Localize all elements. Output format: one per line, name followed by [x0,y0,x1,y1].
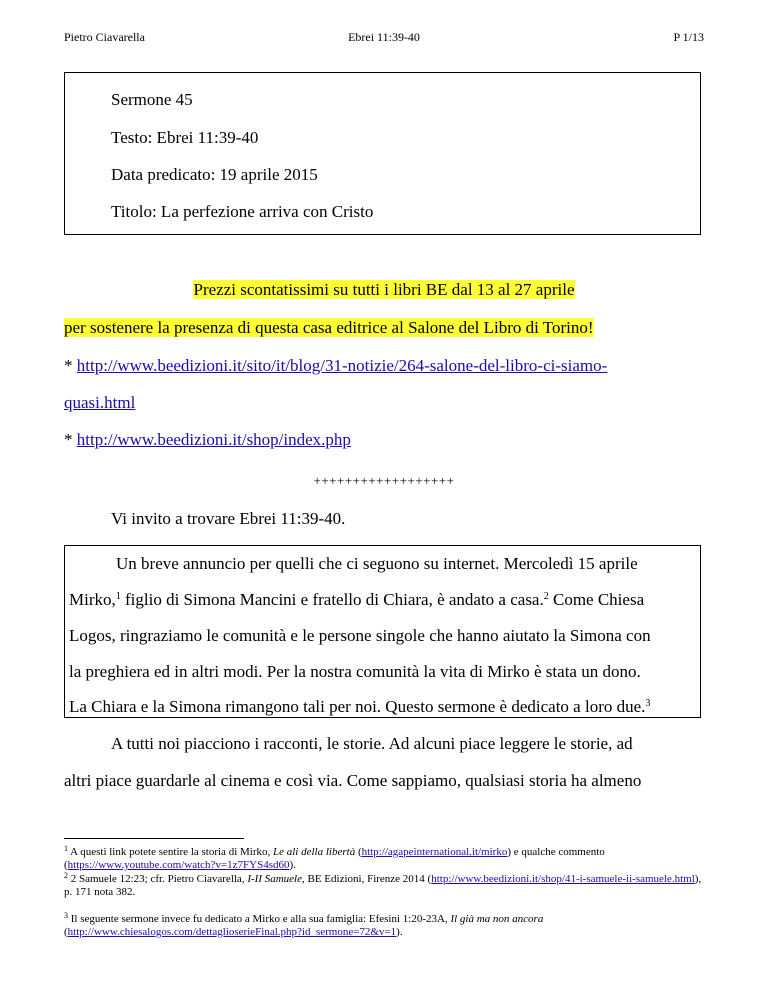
promo-link-2[interactable]: http://www.beedizioni.it/shop/index.php [76,430,351,449]
sermon-title: Titolo: La perfezione arriva con Cristo [111,202,374,221]
promo-link-1-end[interactable]: quasi.html [64,393,136,412]
footnote-text: ) e qualche commento ( [64,846,605,871]
footnote-text: A questi link potete sentire la storia di Mirko, [68,846,273,858]
footnote-text: ), p. 171 nota 382. [64,873,702,898]
footnote-title: Le ali della libertà [273,846,356,858]
separator: ++++++++++++++++++ [313,473,455,488]
announcement-text: Come Chiesa [548,590,645,609]
footnote-title: I-II Samuele [247,873,302,885]
announcement-line-1: Un breve annuncio per quelli che ci seguono su internet. Mercoledì 15 aprile [116,554,638,573]
footnote-text: ). [396,926,403,938]
promo-link-1-continued [64,393,704,413]
announcement-text: figlio di Simona Mancini e fratello di Chiara, è andato a casa. [120,590,544,609]
promo-link-1[interactable]: http://www.beedizioni.it/sito/it/blog/31-notizie/264-salone-del-libro-ci-siamo- [76,356,608,375]
footnote-divider [64,838,244,839]
announcement-line-3: Logos, ringraziamo le comunità e le persone singole che hanno aiutato la Simona con [69,626,651,645]
promo-highlight-1: Prezzi scontatissimi su tutti i libri BE dal 13 al 27 aprile [193,280,575,299]
announcement-box [64,545,701,718]
footnote-text: ( [64,926,68,938]
header-title: Ebrei 11:39-40 [348,30,420,44]
footnote-text: Il seguente sermone invece fu dedicato a Mirko e alla sua famiglia: Efesini 1:20-23A, [68,913,451,925]
footnote-ref-3[interactable]: 3 [645,698,651,709]
announcement-line-4: la preghiera ed in altri modi. Per la nostra comunità la vita di Mirko è stata un dono. [69,662,641,681]
footnote-link[interactable]: http://agapeinternational.it/mirko [361,846,508,858]
footnote-title: Il già ma non ancora [450,913,544,925]
invite-paragraph: Vi invito a trovare Ebrei 11:39-40. [111,509,346,528]
promo-highlight-2: per sostenere la presenza di questa casa editrice al Salone del Libro di Torino! [64,318,594,337]
footnote-ref-1[interactable]: 1 [115,591,121,602]
bullet: * [64,356,77,375]
promo-link-2-row [64,430,704,450]
header-page-number: P 1/13 [673,30,704,44]
footnote-link[interactable]: https://www.youtube.com/watch?v=1z7FYS4sd60 [67,859,290,871]
body-line-2: altri piace guardarle al cinema e così via. Come sappiamo, qualsiasi storia ha almeno [64,771,642,790]
header-author: Pietro Ciavarella [64,30,145,44]
promo-link-1-row [64,356,704,376]
body-line-1: A tutti noi piacciono i racconti, le storie. Ad alcuni piace leggere le storie, ad [111,734,633,753]
footnote-number: 3 [64,911,68,920]
promo-line-1 [64,280,704,300]
announcement-text: Mirko, [69,590,116,609]
announcement-line-5 [69,697,650,717]
page-header [64,30,704,46]
bullet: * [64,430,77,449]
footnote-text: , BE Edizioni, Firenze 2014 ( [302,873,432,885]
sermon-text: Testo: Ebrei 11:39-40 [111,128,259,147]
footnote-number: 2 [64,871,68,880]
footnote-text: ). [289,859,296,871]
footnote-2 [64,873,704,899]
announcement-line-2 [69,590,644,610]
footnote-ref-2[interactable]: 2 [543,591,549,602]
footnote-link[interactable]: http://www.chiesalogos.com/dettaglioserieFinal.php?id_sermone=72&v=1 [67,926,397,938]
footnote-1 [64,846,704,872]
footnote-text: 2 Samuele 12:23; cfr. Pietro Ciavarella, [68,873,248,885]
sermon-date: Data predicato: 19 aprile 2015 [111,165,318,184]
footnote-number: 1 [64,844,68,853]
announcement-text: La Chiara e la Simona rimangono tali per noi. Questo sermone è dedicato a loro due. [69,697,646,716]
promo-line-2 [64,318,704,338]
footnote-text: ( [355,846,362,858]
sermon-info-box [64,72,701,235]
sermon-number: Sermone 45 [111,90,193,109]
footnote-link[interactable]: http://www.beedizioni.it/shop/41-i-samuele-ii-samuele.html [431,873,695,885]
footnote-3 [64,913,704,939]
